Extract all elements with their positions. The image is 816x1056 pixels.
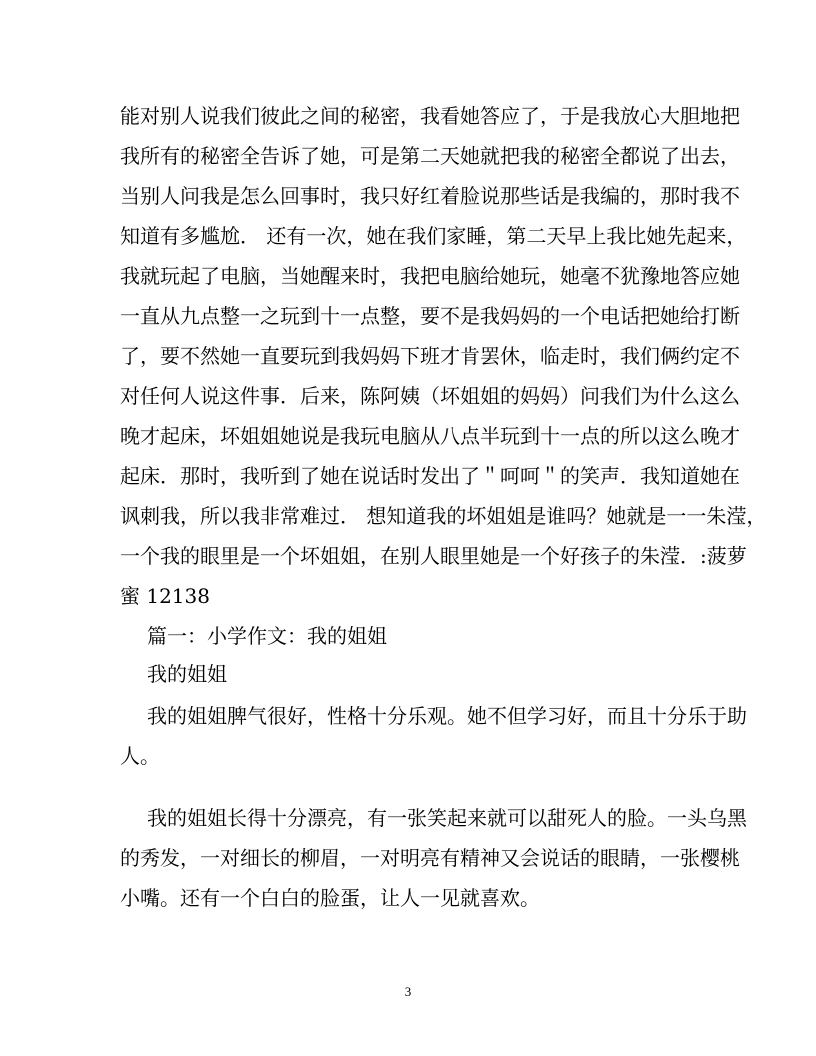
paragraph-line: 对任何人说这件事．后来，陈阿姨（坏姐姐的妈妈）问我们为什么这么 [120, 384, 740, 408]
paragraph-line: 一个我的眼里是一个坏姐姐，在别人眼里她是一个好孩子的朱滢．:菠萝 [120, 544, 747, 568]
paragraph-line: 我的姐姐长得十分漂亮，有一张笑起来就可以甜死人的脸。一头乌黑 [147, 806, 747, 830]
section-heading: 篇一：小学作文：我的姐姐 [147, 624, 387, 648]
paragraph-line: 起床．那时，我听到了她在说话时发出了＂呵呵＂的笑声．我知道她在 [120, 464, 740, 488]
paragraph-line: 小嘴。还有一个白白的脸蛋，让人一见就喜欢。 [120, 886, 540, 910]
paragraph-line: 我的姐姐脾气很好，性格十分乐观。她不但学习好，而且十分乐于助 [147, 704, 747, 728]
paragraph-line: 蜜 12138 [120, 584, 210, 608]
paragraph-line: 人。 [120, 744, 160, 768]
paragraph-line: 知道有多尴尬． 还有一次，她在我们家睡，第二天早上我比她先起来， [120, 224, 747, 248]
paragraph-line: 了，要不然她一直要玩到我妈妈下班才肯罢休，临走时，我们俩约定不 [120, 344, 740, 368]
paragraph-line: 晚才起床，坏姐姐她说是我玩电脑从八点半玩到十一点的所以这么晚才 [120, 424, 740, 448]
paragraph-line: 能对别人说我们彼此之间的秘密，我看她答应了，于是我放心大胆地把 [120, 104, 740, 128]
paragraph-line: 当别人问我是怎么回事时，我只好红着脸说那些话是我编的，那时我不 [120, 184, 740, 208]
paragraph-line: 一直从九点整一之玩到十一点整，要不是我妈妈的一个电话把她给打断 [120, 304, 740, 328]
paragraph-line: 的秀发，一对细长的柳眉，一对明亮有精神又会说话的眼睛，一张樱桃 [120, 846, 740, 870]
paragraph-line: 我就玩起了电脑，当她醒来时，我把电脑给她玩，她毫不犹豫地答应她 [120, 264, 740, 288]
page-number: 3 [404, 984, 412, 999]
essay-title: 我的姐姐 [147, 662, 227, 686]
paragraph-line: 我所有的秘密全告诉了她，可是第二天她就把我的秘密全都说了出去， [120, 144, 740, 168]
paragraph-line: 讽刺我，所以我非常难过． 想知道我的坏姐姐是谁吗？她就是一一朱滢， [120, 504, 767, 528]
